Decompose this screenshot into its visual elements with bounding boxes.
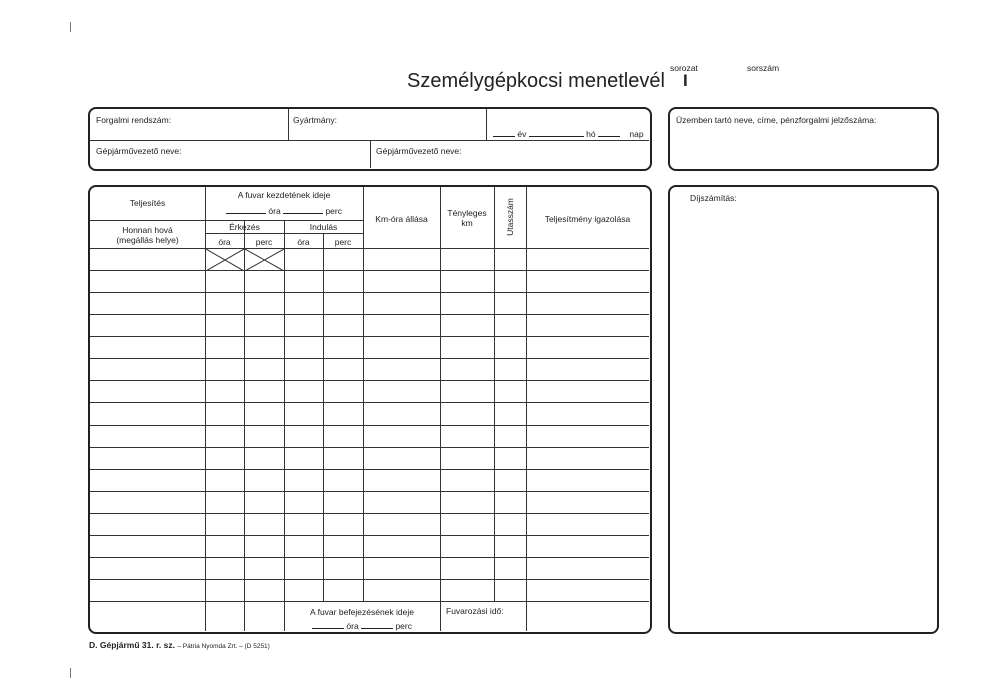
performance-label: Teljesítés: [129, 198, 166, 208]
cross-out-mark: [206, 249, 244, 271]
operator-box: [668, 107, 939, 171]
divider: [90, 220, 363, 221]
start-time-fill: [205, 205, 363, 216]
printer-info: – Pátria Nyomda Zrt. – (D 5251): [177, 643, 270, 650]
fee-label: Díjszámítás:: [690, 193, 737, 203]
arrival-hour-label: óra: [218, 237, 231, 247]
certification-label: Teljesítmény igazolása: [544, 214, 631, 224]
series-label: sorozat: [670, 63, 698, 73]
crop-mark: [70, 22, 71, 32]
divider: [323, 233, 324, 601]
divider: [526, 187, 527, 631]
make-label: Gyártmány:: [293, 115, 337, 125]
table-row-line: [90, 513, 649, 514]
divider: [494, 187, 495, 601]
page-title: Személygépkocsi menetlevél: [407, 70, 665, 92]
actual-km-label: Tényleges: [447, 208, 487, 218]
arrival-minute-label: perc: [255, 237, 273, 247]
series-mark: I: [683, 71, 688, 90]
table-row-line: [90, 292, 649, 293]
year-label: év: [517, 129, 527, 139]
driver2-label: Gépjárművezető neve:: [376, 146, 462, 156]
divider: [90, 248, 649, 249]
date-line: [493, 128, 644, 139]
day-label: nap: [629, 129, 644, 139]
month-label: hó: [586, 129, 596, 139]
end-time-fill: [284, 620, 440, 631]
trip-table: [88, 185, 652, 634]
table-row-line: [90, 425, 649, 426]
serial-label: sorszám: [747, 63, 780, 73]
passengers-label: Utasszám: [505, 198, 515, 236]
table-row-line: [90, 380, 649, 381]
divider: [363, 187, 364, 601]
divider: [370, 140, 371, 168]
departure-label: Indulás: [309, 222, 338, 232]
table-row-line: [90, 402, 649, 403]
table-row-line: [90, 469, 649, 470]
divider: [288, 109, 289, 140]
fee-box: [668, 185, 939, 634]
table-row-line: [90, 601, 649, 602]
actual-km-unit: km: [461, 218, 473, 228]
divider: [440, 187, 441, 631]
start-minute-label: perc: [325, 206, 342, 216]
table-row-line: [90, 557, 649, 558]
arrival-label: Érkezés: [229, 222, 260, 232]
operator-label: Üzemben tartó neve, címe, pénzforgalmi jelzőszáma:: [676, 115, 877, 125]
crop-mark: [70, 668, 71, 678]
table-row-line: [90, 336, 649, 337]
table-row-line: [90, 270, 649, 271]
form-footer: [89, 640, 270, 650]
end-time-label: A fuvar befejezésének ideje: [310, 607, 414, 617]
table-row-line: [90, 535, 649, 536]
end-minute-label: perc: [395, 621, 412, 631]
cross-out-mark: [245, 249, 284, 271]
plate-label: Forgalmi rendszám:: [96, 115, 172, 125]
route-sub-label: (megállás helye): [116, 235, 179, 245]
table-row-line: [90, 491, 649, 492]
header-box: [88, 107, 652, 171]
start-hour-label: óra: [268, 206, 281, 216]
table-row-line: [90, 579, 649, 580]
duration-label: Fuvarozási idő:: [446, 606, 504, 616]
route-label: Honnan hová: [122, 225, 173, 235]
driver1-label: Gépjárművezető neve:: [96, 146, 182, 156]
table-row-line: [90, 447, 649, 448]
form-code: D. Gépjármű 31. r. sz.: [89, 640, 175, 650]
start-time-label: A fuvar kezdetének ideje: [237, 190, 331, 200]
end-hour-label: óra: [346, 621, 359, 631]
odometer-label: Km-óra állása: [375, 214, 428, 224]
table-row-line: [90, 314, 649, 315]
divider: [486, 109, 487, 140]
departure-minute-label: perc: [334, 237, 352, 247]
table-row-line: [90, 358, 649, 359]
departure-hour-label: óra: [297, 237, 310, 247]
